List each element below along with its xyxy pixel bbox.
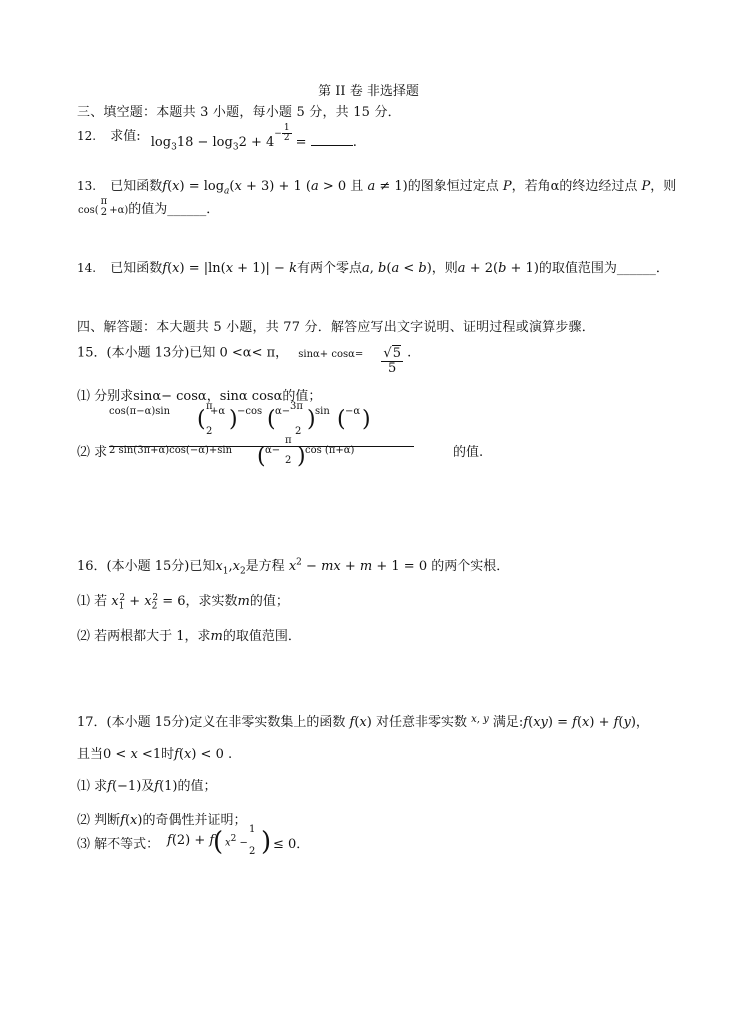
question-text: ⑵ 求 [77, 445, 108, 460]
question-text: 是方程 [245, 559, 285, 574]
question-text: 满足: [492, 715, 524, 730]
part-title: 第 II 卷 非选择题 [318, 84, 419, 99]
question-text: 的取值范围为______． [538, 261, 669, 276]
question-text: ⑴ 求 [77, 779, 108, 794]
question-text: ，则 [650, 179, 677, 194]
question-text: 及 [141, 779, 155, 794]
question-15-part1: ⑴ 分别求sinα− cosα，sinα cosα的值； [77, 389, 322, 404]
question-text: ⑴ 若 [77, 594, 108, 609]
question-text: 17．(本小题 15分)定义在非零实数集上的函数 [77, 715, 346, 730]
fraction-numerator: cos(π−α)sin ( π +α 2 ) −cos ( α− 3π 2 ) sin ( −α ) [109, 401, 371, 437]
big-fraction [109, 400, 449, 487]
question-number: 12. [77, 128, 97, 143]
question-text: 16．(本小题 15分)已知 [77, 559, 216, 574]
question-text: 已知函数 [110, 261, 163, 276]
section-4-heading: 四、解答题：本大题共 5 小题，共 77 分．解答应写出文字说明、证明过程或演算步骤． [77, 320, 595, 335]
question-text: 已知函数 [110, 179, 163, 194]
math-expression: x [215, 559, 223, 574]
question-text: 对任意非零实数 [375, 715, 467, 730]
question-text: ⑶ 解不等式： [77, 837, 160, 852]
question-16: 16．(本小题 15分)已知$x_1,x_2$是方程 $x^2$ − mx + m + 1 = 0 的两个实根． [77, 557, 510, 577]
answer-blank[interactable] [311, 133, 353, 146]
question-number: 13. [77, 179, 97, 193]
question-text: ，求实数 [185, 594, 238, 609]
question-text: 且当 [77, 747, 104, 762]
math-expression: f [162, 179, 168, 194]
question-16-part2: ⑵ 若两根都大于 1，求m的取值范围． [77, 629, 301, 644]
question-text: 15．(本小题 13分)已知 0 <α< π， [77, 345, 289, 361]
condition-text: sinα+ cosα= [298, 348, 364, 360]
question-text: ，则 [431, 261, 458, 276]
question-13-line2: cos( π 2 +α)的值为______． [78, 196, 220, 218]
point-label: P [502, 179, 512, 194]
question-text: 的值； [177, 779, 217, 794]
question-text: 的值为______． [128, 202, 220, 217]
question-text: ，若角α的终边经过点 [511, 179, 638, 194]
question-15: 15．(本小题 13分)已知 0 <α< π， sinα+ cosα= $\frac{√5}{5}$ . [77, 345, 412, 376]
question-text: ⑵ 判断 [77, 813, 121, 828]
question-16-part1: ⑴ 若 $x_1^2 + x_2^2 = 6$，求实数m的值； [77, 592, 289, 612]
question-text: 的奇偶性并证明； [142, 813, 247, 828]
math-expression: $\log_318 - \log_32 + 4^{- \frac{1}{2}}$ = . [150, 123, 357, 153]
question-14: 14. 已知函数f(x) = |ln(x + 1)| − k有两个零点a, b(a < b)，则a + 2(b + 1)的取值范围为______． [77, 261, 669, 276]
question-text: 的值； [249, 594, 289, 609]
question-12 [77, 122, 357, 153]
question-text: ⑵ 若两根都大于 1，求 [77, 629, 211, 644]
question-17-part2: ⑵ 判断f(x)的奇偶性并证明； [77, 813, 247, 828]
question-prefix: 求值: [110, 128, 141, 144]
section-3-heading: 三、填空题：本题共 3 小题，每小题 5 分，共 15 分． [77, 105, 401, 120]
point-label: P [641, 179, 651, 194]
fraction-denominator: 2 sin(3π+α)cos(−α)+sin ( α− π 2 ) cos (π+α) [109, 435, 355, 469]
question-text: 的值. [453, 445, 484, 460]
question-17-part1: ⑴ 求f(−1)及f(1)的值； [77, 779, 217, 794]
question-text: 的取值范围． [222, 629, 301, 644]
question-text: 时 [161, 747, 175, 762]
question-text: 的图象恒过定点 [407, 179, 499, 194]
math-expression: f [162, 261, 168, 276]
question-number: 14. [77, 261, 97, 275]
question-text: 的两个实根． [431, 559, 510, 574]
question-17-part3: ⑶ 解不等式： f(2) + f ( $x^2$ − 1 2 ) ≤ 0． [77, 824, 310, 857]
question-13: 13. 已知函数$f(x) = \log_a(x + 3) + 1$ (a > 0 且 a ≠ 1)的图象恒过定点 P，若角α的终边经过点 P，则 [77, 179, 677, 197]
question-17-line2: 且当0 < x <1时f(x) < 0 . [77, 747, 233, 762]
fraction-sqrt5-over-5: $\frac{√5}{5}$ [383, 346, 401, 376]
question-17: 17．(本小题 15分)定义在非零实数集上的函数 f(x) 对任意非零实数 $^{x, y}$ 满足:f(xy) = f(x) + f(y)， [77, 714, 649, 730]
question-text: 有两个零点 [296, 261, 362, 276]
